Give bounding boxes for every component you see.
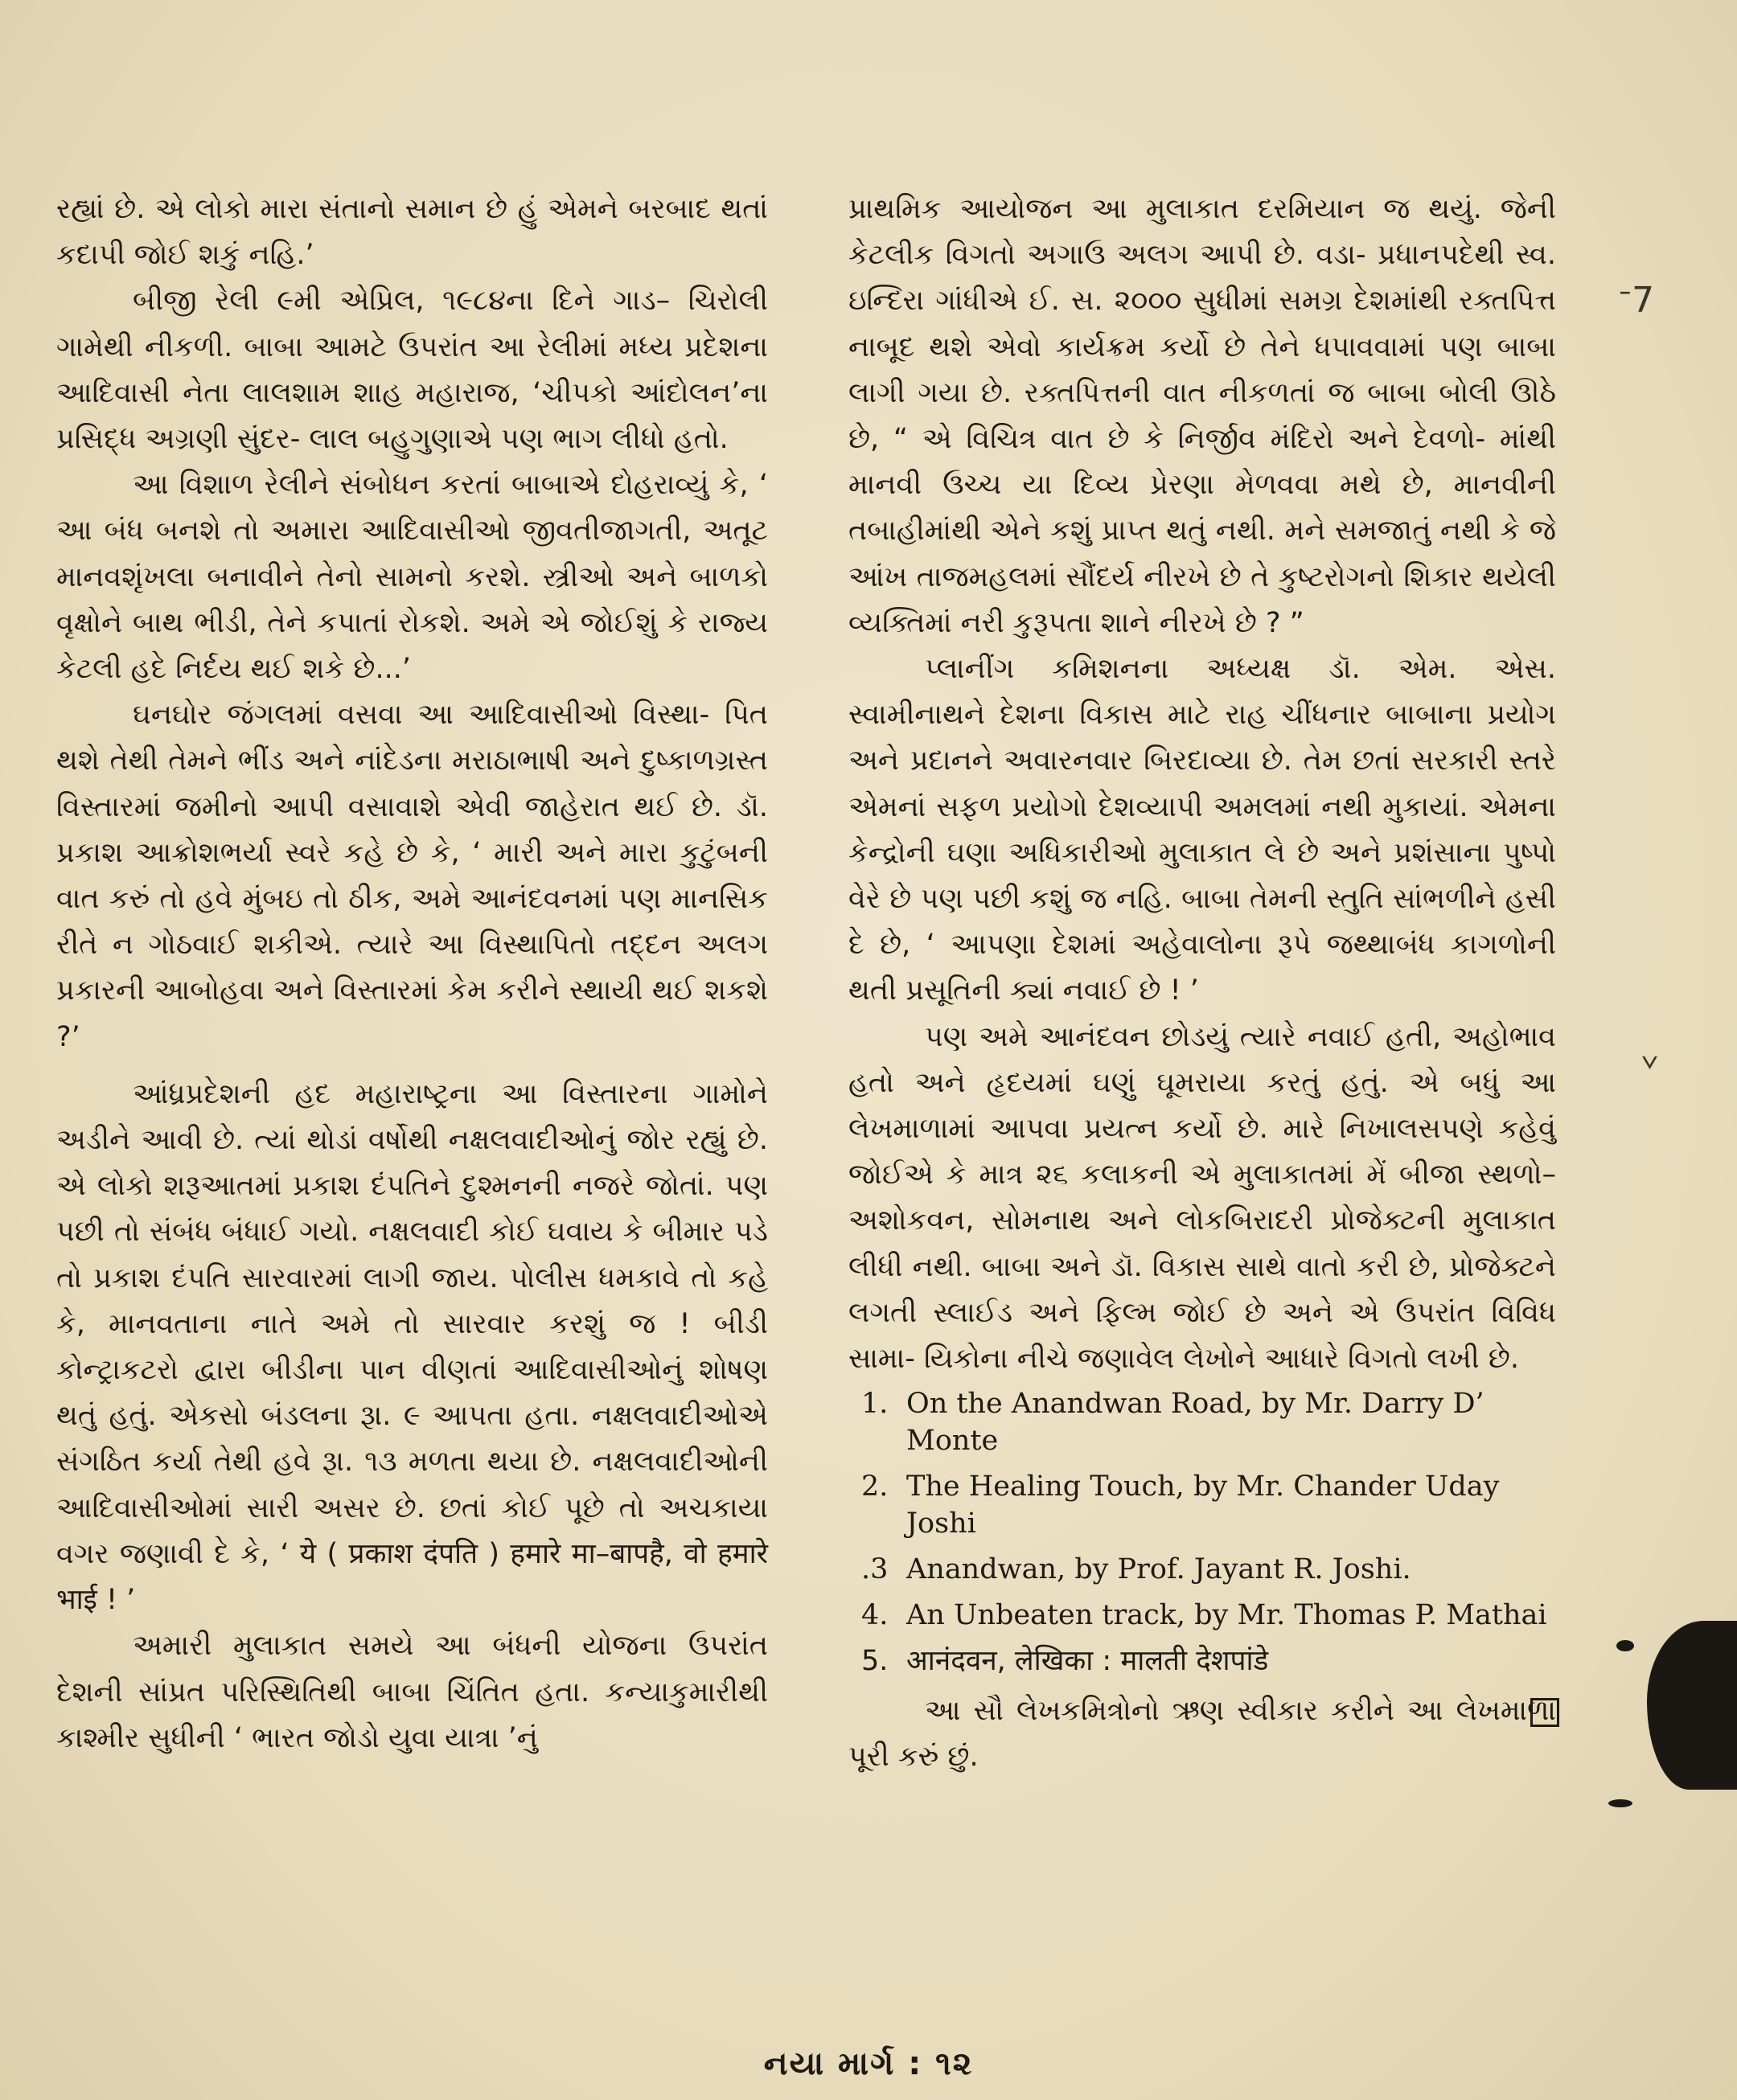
paragraph: આંધ્રપ્રદેશની હદ મહારાષ્ટ્રના આ વિસ્તારના ગામોને અડીને આવી છે. ત્યાં થોડાં વર્ષોથી નક્ષલવાદીઓનું જોર રહ્યું છે. એ લોકો શરૂઆતમાં પ્રકાશ દંપતિને દુશ્મનની નજરે જોતાં. પણ પછી તો સંબંધ બંધાઈ ગયો. નક્ષલવાદી કોઈ ઘવાય કે બીમાર પડે તો પ્રકાશ દંપતિ સારવારમાં લાગી જાય. પોલીસ ધમકાવે તો કહે કે, માનવતાના નાતે અમે તો સારવાર કરશું જ ! બીડી કોન્ટ્રાકટરો દ્વારા બીડીના પાન વીણતાં આદિવાસીઓનું શોષણ થતું હતું. એકસો બંડલના રૂા. ૯ આપતા હતા. નક્ષલવાદીઓએ સંગઠિત કર્યા તેથી હવે રૂા. ૧૩ મળતા થયા છે. નક્ષલવાદીઓની આદિવાસીઓમાં સારી અસર છે. છતાં કોઈ પૂછે તો અચકાયા વગર જણાવી દે કે, ‘ ये ( प्रकाश दंपति ) हमारे मा–बापहै, वो हमारे भाई ! ’ — [56, 1077, 768, 1617]
page-footer: નયા માર્ગ : ૧૨ — [763, 2045, 974, 2082]
paragraph: બીજી રેલી ૯મી એપ્રિલ, ૧૯૮૪ના દિને ગાડ– ચિરોલી ગામેથી નીકળી. બાબા આમટે ઉપરાંત આ રેલીમાં મધ્ય પ્રદેશના આદિવાસી નેતા લાલશામ શાહ મહારાજ, ‘ચીપકો આંદોલન’ના પ્રસિદ્ધ અગ્રણી સુંદર- લાલ બહુગુણાએ પણ ભાગ લીધો હતો. — [56, 285, 768, 456]
ink-speck-icon — [1616, 1640, 1634, 1651]
right-column — [848, 187, 1556, 1781]
paragraph: પણ અમે આનંદવન છોડયું ત્યારે નવાઈ હતી, અહોભાવ હતો અને હૃદયમાં ઘણું ઘૂમરાયા કરતું હતું. એ બધું આ લેખમાળામાં આપવા પ્રયત્ન કર્યો છે. મારે નિખાલસપણે કહેવું જોઈએ કે માત્ર ૨૬ કલાકની એ મુલાકાતમાં મેં બીજા સ્થળો–અશોકવન, સોમનાથ અને લોકબિરાદરી પ્રોજેક્ટની મુલાકાત લીધી નથી. બાબા અને ડૉ. વિકાસ સાથે વાતો કરી છે, પ્રોજેક્ટને લગતી સ્લાઈડ અને ફિલ્મ જોઈ છે અને એ ઉપરાંત વિવિધ સામા- યિકોના નીચે જણાવેલ લેખોને આધારે વિગતો લખી છે. — [848, 1020, 1556, 1376]
reference-number: 5. — [861, 1645, 889, 1678]
paragraph: આ વિશાળ રેલીને સંબોધન કરતાં બાબાએ દોહરાવ્યું કે, ‘ આ બંધ બનશે તો અમારા આદિવાસીઓ જીવતીજાગતી, અતૂટ માનવશૃંખલા બનાવીને તેનો સામનો કરશે. સ્ત્રીઓ અને બાળકો વૃક્ષોને બાથ ભીડી, તેને કપાતાં રોકશે. અમે એ જોઈશું કે રાજ્ય કેટલી હદે નિર્દય થઈ શકે છે...’ — [56, 469, 768, 686]
left-column — [56, 187, 768, 1762]
paragraph: પ્લાનીંગ કમિશનના અધ્યક્ષ ડૉ. એમ. એસ. સ્વામીનાથને દેશના વિકાસ માટે રાહ ચીંધનાર બાબાના પ્રયોગ અને પ્રદાનને અવારનવાર બિરદાવ્યા છે. તેમ છતાં સરકારી સ્તરે એમનાં સફળ પ્રયોગો દેશવ્યાપી અમલમાં નથી મુકાયાં. એમના કેન્દ્રોની ઘણા અધિકારીઓ મુલાકાત લે છે અને પ્રશંસાના પુષ્પો વેરે છે પણ પછી કશું જ નહિ. બાબા તેમની સ્તુતિ સાંભળીને હસી દે છે, ‘ આપણા દેશમાં અહેવાલોના રૂપે જથ્થાબંધ કાગળોની થતી પ્રસૂતિની ક્યાં નવાઈ છે ! ’ — [848, 653, 1556, 1007]
reference-item — [848, 1643, 1556, 1680]
pen-mark-icon: ᘁ — [1640, 1050, 1659, 1091]
reference-number: 4. — [861, 1599, 889, 1632]
reference-text: The Healing Touch, by Mr. Chander Uday Joshi — [906, 1470, 1500, 1540]
square-end-mark-icon — [1530, 1698, 1559, 1727]
reference-number: 2. — [861, 1470, 889, 1503]
reference-item — [848, 1551, 1556, 1588]
reference-item — [848, 1597, 1556, 1634]
reference-list — [848, 1385, 1556, 1680]
reference-text: On the Anandwan Road, by Mr. Darry D’ Monte — [906, 1388, 1484, 1458]
reference-text: आनंदवन, लेखिका : मालती देशपांडे — [906, 1645, 1269, 1678]
closing-paragraph — [848, 1688, 1556, 1780]
reference-item — [848, 1468, 1556, 1542]
reference-text: An Unbeaten track, by Mr. Thomas P. Mathai — [906, 1599, 1547, 1632]
pen-mark-icon: ᐨ7 — [1618, 280, 1655, 321]
paragraph: અમારી મુલાકાત સમયે આ બંધની યોજના ઉપરાંત દેશની સાંપ્રત પરિસ્થિતિથી બાબા ચિંતિત હતા. કન્યાકુમારીથી કાશ્મીર સુધીની ‘ ભારત જોડો યુવા યાત્રા ’નું — [56, 1630, 768, 1754]
reference-text: Anandwan, by Prof. Jayant R. Joshi. — [906, 1553, 1411, 1586]
ink-speck-icon — [1608, 1799, 1632, 1807]
reference-number: .3 — [861, 1553, 889, 1586]
torn-edge-icon — [1647, 1621, 1737, 1790]
paragraph: રહ્યાં છે. એ લોકો મારા સંતાનો સમાન છે હું એમને બરબાદ થતાં કદાપી જોઈ શકું નહિ.’ — [56, 193, 768, 272]
paragraph: ઘનઘોર જંગલમાં વસવા આ આદિવાસીઓ વિસ્થા- પિત થશે તેથી તેમને ભીંડ અને નાંદેડના મરાઠાભાષી અને દુષ્કાળગ્રસ્ત વિસ્તારમાં જમીનો આપી વસાવાશે એવી જાહેરાત થઈ છે. ડૉ. પ્રકાશ આક્રોશભર્યા સ્વરે કહે છે કે, ‘ મારી અને મારા કુટુંબની વાત કરું તો હવે મુંબઇ તો ઠીક, અમે આનંદવનમાં પણ માનસિક રીતે ન ગોઠવાઈ શકીએ. ત્યારે આ વિસ્થાપિતો તદ્દન અલગ પ્રકારની આબોહવા અને વિસ્તારમાં કેમ કરીને સ્થાયી થઈ શકશે ?’ — [56, 699, 768, 1053]
reference-item — [848, 1385, 1556, 1459]
paragraph: પ્રાથમિક આયોજન આ મુલાકાત દરમિયાન જ થયું. જેની કેટલીક વિગતો અગાઉ અલગ આપી છે. વડા- પ્રધાનપદેથી સ્વ. ઇન્દિરા ગાંધીએ ઈ. સ. ૨૦૦૦ સુધીમાં સમગ્ર દેશમાંથી રક્તપિત્ત નાબૂદ થશે એવો કાર્યક્રમ કર્યો છે તેને ધપાવવામાં પણ બાબા લાગી ગયા છે. રક્તપિત્તની વાત નીકળતાં જ બાબા બોલી ઊઠે છે, “ એ વિચિત્ર વાત છે કે નિર્જીવ મંદિરો અને દેવળો- માંથી માનવી ઉચ્ચ યા દિવ્ય પ્રેરણા મેળવવા મથે છે, માનવીની તબાહીમાંથી એને કશું પ્રાપ્ત થતું નથી. મને સમજાતું નથી કે જે આંખ તાજમહલમાં સૌંદર્ય નીરખે છે તે કુષ્ટરોગનો શિકાર થયેલી વ્યક્તિમાં નરી કુરૂપતા શાને નીરખે છે ? ” — [848, 193, 1556, 639]
reference-number: 1. — [861, 1388, 889, 1421]
closing-text: આ સૌ લેખકમિત્રોનો ઋણ સ્વીકાર કરીને આ લેખમાળા પૂરી કરું છું. — [848, 1695, 1556, 1774]
